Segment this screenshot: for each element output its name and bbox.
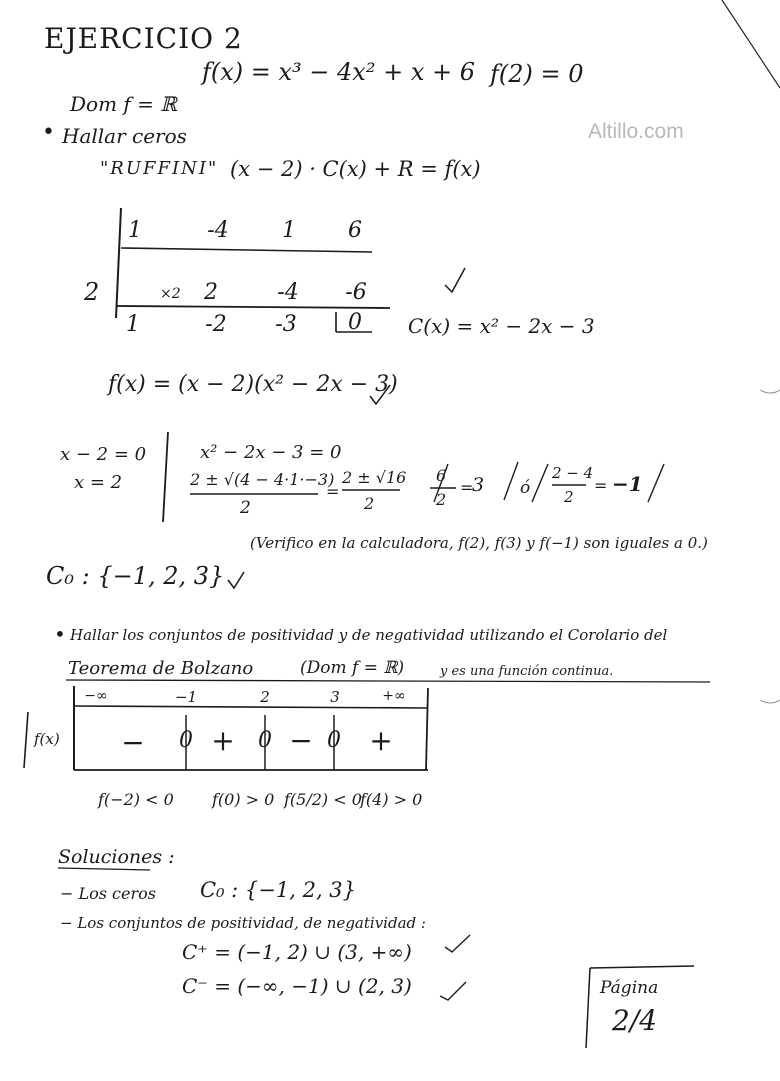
page-label: Página bbox=[600, 978, 659, 998]
sqrt16-denominator: 2 bbox=[364, 494, 375, 513]
result-1: 1 bbox=[126, 312, 140, 337]
sign-interval-3: − bbox=[289, 724, 313, 757]
ruffini-divisor: 2 bbox=[84, 278, 100, 306]
f2-value: f(2) = 0 bbox=[490, 60, 584, 88]
zero-at-3: 0 bbox=[327, 728, 341, 753]
slash-3 bbox=[532, 464, 548, 502]
equals-sign-1: = bbox=[326, 482, 340, 501]
test-value-2: f(0) > 0 bbox=[212, 790, 275, 809]
root1-value: 3 bbox=[472, 474, 485, 496]
test-value-4: f(4) > 0 bbox=[360, 790, 423, 809]
exercise-title: EJERCICIO 2 bbox=[44, 22, 243, 55]
solutions-heading: Soluciones : bbox=[58, 846, 175, 868]
watermark: Altillo.com bbox=[588, 120, 684, 143]
quadratic-formula-numerator: 2 ± √(4 − 4·1·−3) bbox=[190, 470, 335, 489]
coef-4: 6 bbox=[348, 218, 362, 243]
sign-interval-2: + bbox=[211, 724, 235, 757]
teorema-underline bbox=[66, 680, 710, 682]
linear-equation: x − 2 = 0 bbox=[60, 444, 147, 465]
point-neg-inf: −∞ bbox=[84, 688, 108, 704]
step2-continuity: y es una función continua. bbox=[440, 664, 614, 679]
sign-table-row-label: f(x) bbox=[34, 730, 60, 748]
row-label-bracket bbox=[24, 712, 28, 768]
point-2: 2 bbox=[260, 688, 270, 706]
sign-table-header-line bbox=[74, 706, 428, 708]
sign-table-right-border bbox=[426, 688, 428, 770]
sign-interval-1: − bbox=[121, 726, 145, 759]
or-word: ó bbox=[520, 478, 531, 498]
bullet-step2: • bbox=[54, 622, 66, 646]
bullet-step1: • bbox=[42, 120, 55, 145]
ruffini-bottom-line bbox=[117, 306, 390, 308]
linear-solution: x = 2 bbox=[74, 472, 123, 493]
coef-3: 1 bbox=[282, 218, 296, 243]
zeros-set: C₀ : {−1, 2, 3} bbox=[46, 562, 225, 590]
step2-line1: Hallar los conjuntos de positividad y de negatividad utilizando el Corolario del bbox=[70, 626, 668, 644]
page-number: 2/4 bbox=[612, 1004, 658, 1037]
sign-interval-4: + bbox=[369, 724, 393, 757]
margin-mark-2 bbox=[760, 700, 780, 703]
product-3: -6 bbox=[345, 280, 367, 305]
product-1: 2 bbox=[204, 280, 218, 305]
result-remainder: 0 bbox=[348, 310, 362, 335]
factorization: f(x) = (x − 2)(x² − 2x − 3) bbox=[108, 372, 398, 397]
page-box-top bbox=[590, 966, 694, 968]
check-mark-positive bbox=[445, 935, 470, 952]
solutions-underline bbox=[58, 868, 150, 870]
product-2: -4 bbox=[277, 280, 299, 305]
point-3: 3 bbox=[330, 688, 340, 706]
check-mark-negative bbox=[440, 982, 466, 1000]
carry-note: ×2 bbox=[160, 286, 181, 302]
slash-4 bbox=[648, 464, 664, 502]
equals-sign-3: = bbox=[594, 476, 608, 495]
root1-numerator: 6 bbox=[436, 466, 447, 485]
solutions-sets-label: − Los conjuntos de positividad, de negatividad : bbox=[60, 914, 426, 932]
verification-note: (Verifico en la calculadora, f(2), f(3) y f(−1) son iguales a 0.) bbox=[250, 534, 708, 552]
check-mark-ruffini bbox=[445, 268, 465, 292]
zero-at-minus1: 0 bbox=[179, 728, 193, 753]
equals-sign-2: = bbox=[460, 478, 474, 497]
slash-2 bbox=[504, 462, 518, 500]
root2-numerator: 2 − 4 bbox=[552, 464, 594, 482]
result-2: -2 bbox=[205, 312, 227, 337]
root1-denominator: 2 bbox=[436, 490, 447, 509]
sqrt16-numerator: 2 ± √16 bbox=[342, 468, 407, 487]
negativity-set: C⁻ = (−∞, −1) ∪ (2, 3) bbox=[182, 974, 412, 998]
positivity-set: C⁺ = (−1, 2) ∪ (3, +∞) bbox=[182, 940, 412, 964]
test-value-1: f(−2) < 0 bbox=[98, 790, 174, 809]
quadratic-equation: x² − 2x − 3 = 0 bbox=[200, 442, 342, 463]
solve-separator bbox=[163, 432, 168, 522]
result-3: -3 bbox=[275, 312, 297, 337]
solutions-zeros-value: C₀ : {−1, 2, 3} bbox=[200, 878, 357, 902]
step1-heading: Hallar ceros bbox=[62, 124, 187, 148]
point-pos-inf: +∞ bbox=[382, 688, 406, 704]
root2-denominator: 2 bbox=[564, 488, 574, 506]
function-definition: f(x) = x³ − 4x² + x + 6 bbox=[202, 58, 475, 86]
coef-1: 1 bbox=[128, 218, 142, 243]
check-mark-zeros bbox=[228, 572, 244, 588]
root2-value: −1 bbox=[612, 472, 643, 496]
quadratic-formula-denominator: 2 bbox=[240, 498, 251, 518]
margin-mark-1 bbox=[760, 390, 780, 393]
step2-domain-note: (Dom f = ℝ) bbox=[300, 658, 405, 678]
ruffini-top-line bbox=[121, 248, 372, 252]
ruffini-label: "RUFFINI" bbox=[100, 158, 219, 179]
page-box-left bbox=[586, 968, 590, 1048]
zero-at-2: 0 bbox=[258, 728, 272, 753]
step2-line2: Teorema de Bolzano bbox=[68, 658, 254, 679]
test-value-3: f(5/2) < 0 bbox=[284, 790, 362, 809]
division-formula: (x − 2) · C(x) + R = f(x) bbox=[230, 157, 481, 181]
solutions-zeros-label: − Los ceros bbox=[60, 884, 156, 903]
point-minus1: −1 bbox=[174, 688, 198, 706]
quotient-polynomial: C(x) = x² − 2x − 3 bbox=[408, 314, 595, 338]
domain-statement: Dom f = ℝ bbox=[70, 92, 177, 116]
coef-2: -4 bbox=[207, 218, 229, 243]
page-corner-fold bbox=[722, 0, 780, 88]
